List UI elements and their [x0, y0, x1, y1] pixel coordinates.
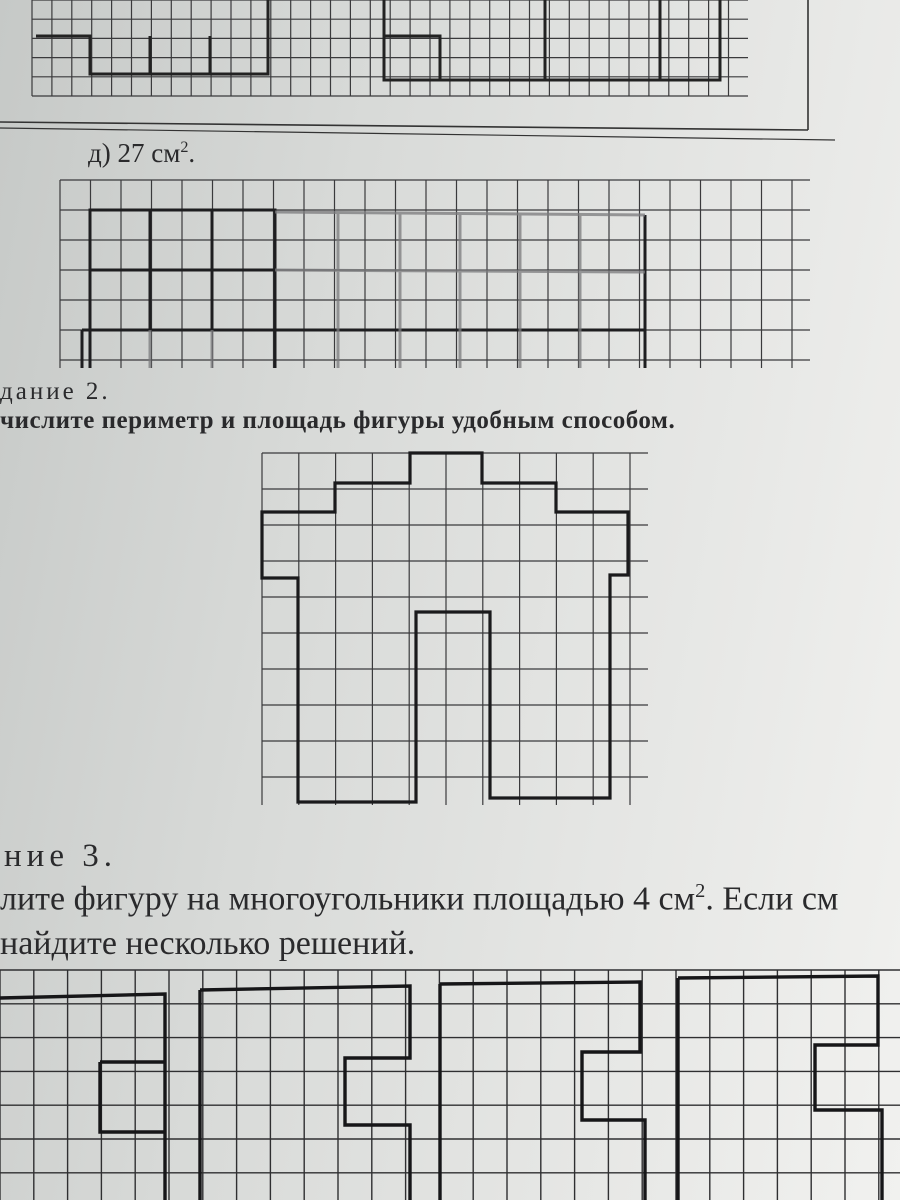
task3-heading: ние 3. — [4, 838, 117, 874]
item-d-sup: 2 — [180, 138, 189, 156]
task3-instruction-line2: найдите несколько решений. — [0, 925, 416, 962]
task3-instruction-sup: 2 — [695, 880, 706, 902]
item-d-text: д) 27 см — [88, 138, 181, 168]
task2-instruction: числите периметр и площадь фигуры удобным способом. — [0, 407, 676, 434]
task3-instruction-tail: . Если см — [705, 880, 839, 918]
item-d-label: д) 27 $см^2$. — [88, 138, 196, 168]
task2-heading: дание 2. — [0, 378, 111, 405]
task3-instruction-text: лите фигуру на многоугольники площадью 4 см — [0, 880, 696, 918]
